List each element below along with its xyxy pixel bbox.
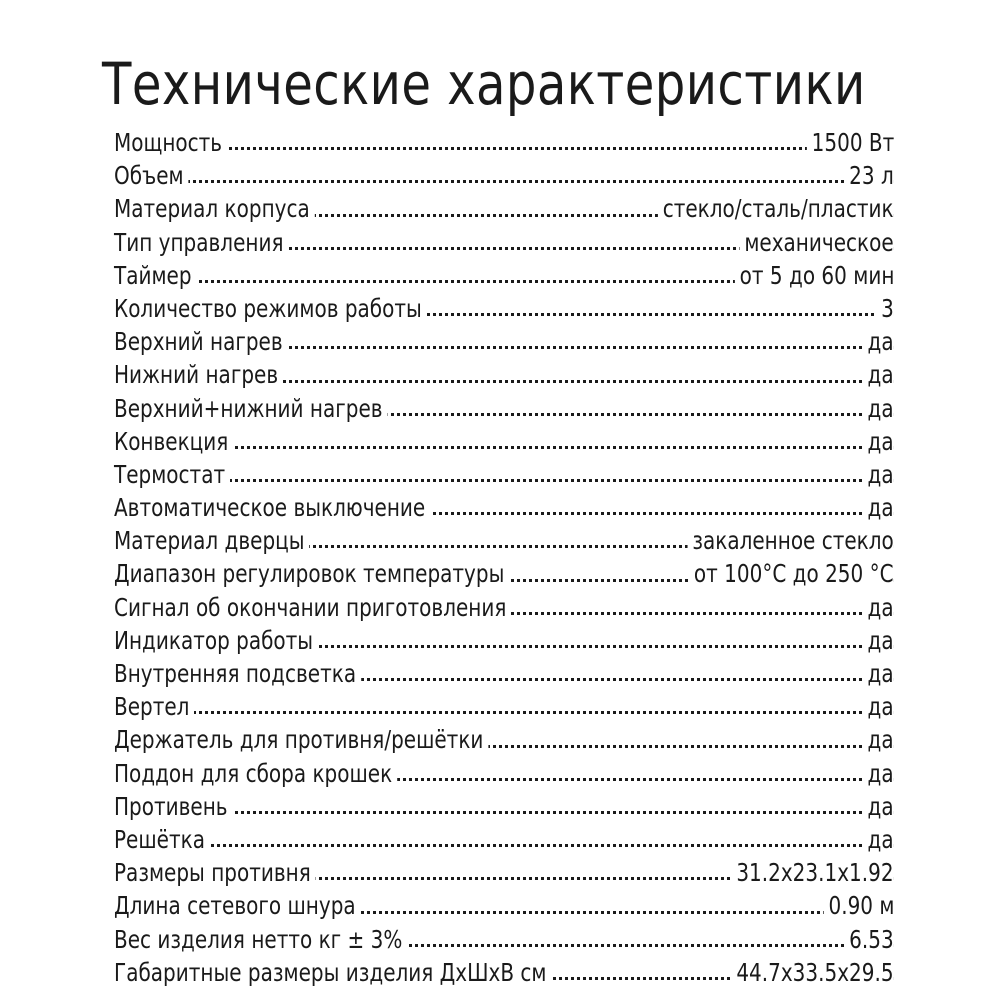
spec-value: 23 л	[845, 159, 894, 192]
spec-label: Решётка	[114, 823, 210, 856]
spec-row	[114, 690, 894, 723]
spec-label: Таймер	[114, 259, 196, 292]
dot-leader	[114, 147, 894, 150]
spec-row	[114, 591, 894, 624]
spec-label: Материал корпуса	[114, 192, 315, 225]
spec-label: Диапазон регулировок температуры	[114, 557, 509, 590]
dot-leader	[114, 711, 894, 714]
dot-leader	[114, 844, 894, 847]
spec-label: Верхний нагрев	[114, 325, 287, 358]
spec-row	[114, 723, 894, 756]
spec-row	[114, 458, 894, 491]
dot-leader	[114, 479, 894, 482]
spec-label: Противень	[114, 790, 232, 823]
spec-label: Термостат	[114, 458, 230, 491]
spec-label: Верхний+нижний нагрев	[114, 392, 387, 425]
spec-value: да	[863, 690, 894, 723]
spec-label: Поддон для сбора крошек	[114, 757, 397, 790]
specs-list	[114, 126, 894, 989]
spec-value: 44.7х33.5х29.5	[732, 956, 894, 989]
spec-value: да	[863, 591, 894, 624]
dot-leader	[114, 180, 894, 183]
spec-label: Объем	[114, 159, 188, 192]
spec-label: Количество режимов работы	[114, 292, 427, 325]
spec-row	[114, 192, 894, 225]
spec-row	[114, 657, 894, 690]
page-title: Технические характеристики	[102, 50, 866, 118]
spec-value: да	[863, 425, 894, 458]
spec-label: Длина сетевого шнура	[114, 889, 360, 922]
spec-row	[114, 226, 894, 259]
spec-value: да	[863, 723, 894, 756]
spec-label: Индикатор работы	[114, 624, 318, 657]
spec-value: да	[863, 624, 894, 657]
spec-value: да	[863, 757, 894, 790]
spec-row	[114, 790, 894, 823]
spec-value: да	[863, 358, 894, 391]
spec-label: Мощность	[114, 126, 227, 159]
spec-row	[114, 856, 894, 889]
spec-value: да	[863, 325, 894, 358]
spec-value: да	[863, 823, 894, 856]
spec-value: механическое	[740, 226, 894, 259]
spec-label: Размеры противня	[114, 856, 316, 889]
spec-value: 1500 Вт	[807, 126, 894, 159]
spec-value: да	[863, 657, 894, 690]
spec-value: 6.53	[845, 923, 894, 956]
spec-value: 3	[876, 292, 894, 325]
spec-label: Вес изделия нетто кг ± 3%	[114, 923, 407, 956]
spec-value: стекло/сталь/пластик	[658, 192, 894, 225]
spec-label: Нижний нагрев	[114, 358, 283, 391]
spec-row	[114, 292, 894, 325]
spec-label: Конвекция	[114, 425, 233, 458]
spec-row	[114, 325, 894, 358]
spec-label: Габаритные размеры изделия ДхШхВ см	[114, 956, 551, 989]
spec-value: от 5 до 60 мин	[734, 259, 894, 292]
spec-label: Держатель для противня/решётки	[114, 723, 488, 756]
spec-row	[114, 358, 894, 391]
spec-value: да	[863, 392, 894, 425]
spec-value: 31.2х23.1х1.92	[732, 856, 894, 889]
spec-label: Сигнал об окончании приготовления	[114, 591, 511, 624]
spec-row	[114, 491, 894, 524]
spec-value: 0.90 м	[823, 889, 894, 922]
spec-row	[114, 923, 894, 956]
spec-label: Материал дверцы	[114, 524, 309, 557]
spec-label: Внутренняя подсветка	[114, 657, 361, 690]
spec-value: закаленное стекло	[688, 524, 894, 557]
spec-row	[114, 757, 894, 790]
spec-row	[114, 956, 894, 989]
spec-row	[114, 823, 894, 856]
spec-value: да	[863, 491, 894, 524]
spec-value: да	[863, 458, 894, 491]
spec-row	[114, 259, 894, 292]
spec-value: да	[863, 790, 894, 823]
spec-row	[114, 126, 894, 159]
spec-row	[114, 557, 894, 590]
spec-row	[114, 392, 894, 425]
spec-row	[114, 889, 894, 922]
spec-value: от 100°С до 250 °С	[690, 557, 894, 590]
spec-row	[114, 425, 894, 458]
spec-label: Автоматическое выключение	[114, 491, 430, 524]
spec-label: Вертел	[114, 690, 194, 723]
spec-row	[114, 624, 894, 657]
spec-row	[114, 524, 894, 557]
spec-row	[114, 159, 894, 192]
spec-label: Тип управления	[114, 226, 288, 259]
